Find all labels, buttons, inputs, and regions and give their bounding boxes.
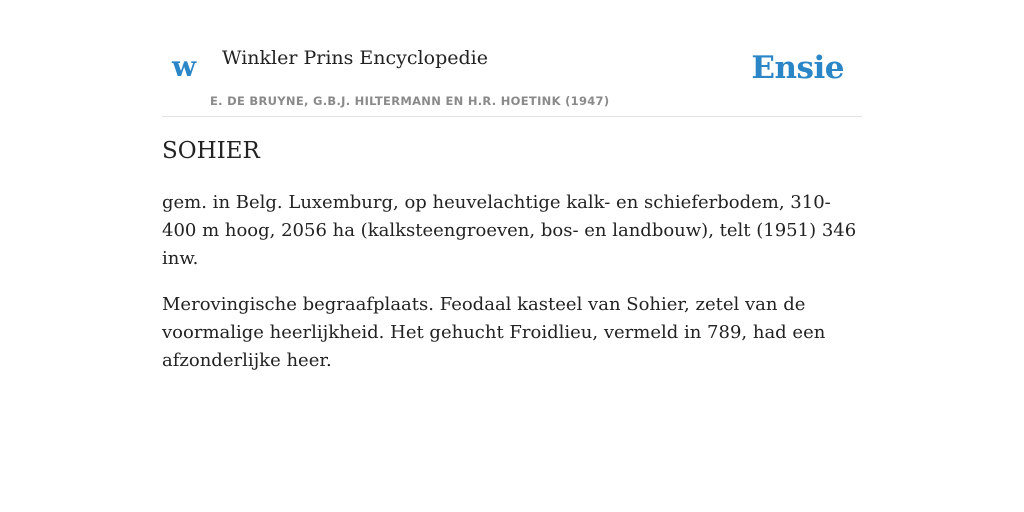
encyclopedia-title[interactable]: Winkler Prins Encyclopedie xyxy=(222,47,488,69)
article-paragraph: gem. in Belg. Luxemburg, op heuvelachtige kalk- en schieferbodem, 310-400 m hoog, 2056 ha (kalksteengroeven, bos- en landbouw), telt (1951) 346 inw. xyxy=(162,191,857,269)
article xyxy=(162,137,862,393)
article-paragraph: Merovingische begraafplaats. Feodaal kasteel van Sohier, zetel van de voormalige heerlijkheid. Het gehucht Froidlieu, vermeld in 789, had een afzonderlijke heer. xyxy=(162,293,826,371)
winkler-prins-logo[interactable]: w xyxy=(172,50,197,83)
article-title: SOHIER xyxy=(162,138,260,164)
encyclopedia-header xyxy=(162,40,862,117)
ensie-logo[interactable]: Ensie xyxy=(751,50,844,86)
encyclopedia-authors: E. DE BRUYNE, G.B.J. HILTERMANN EN H.R. HOETINK (1947) xyxy=(210,94,610,108)
